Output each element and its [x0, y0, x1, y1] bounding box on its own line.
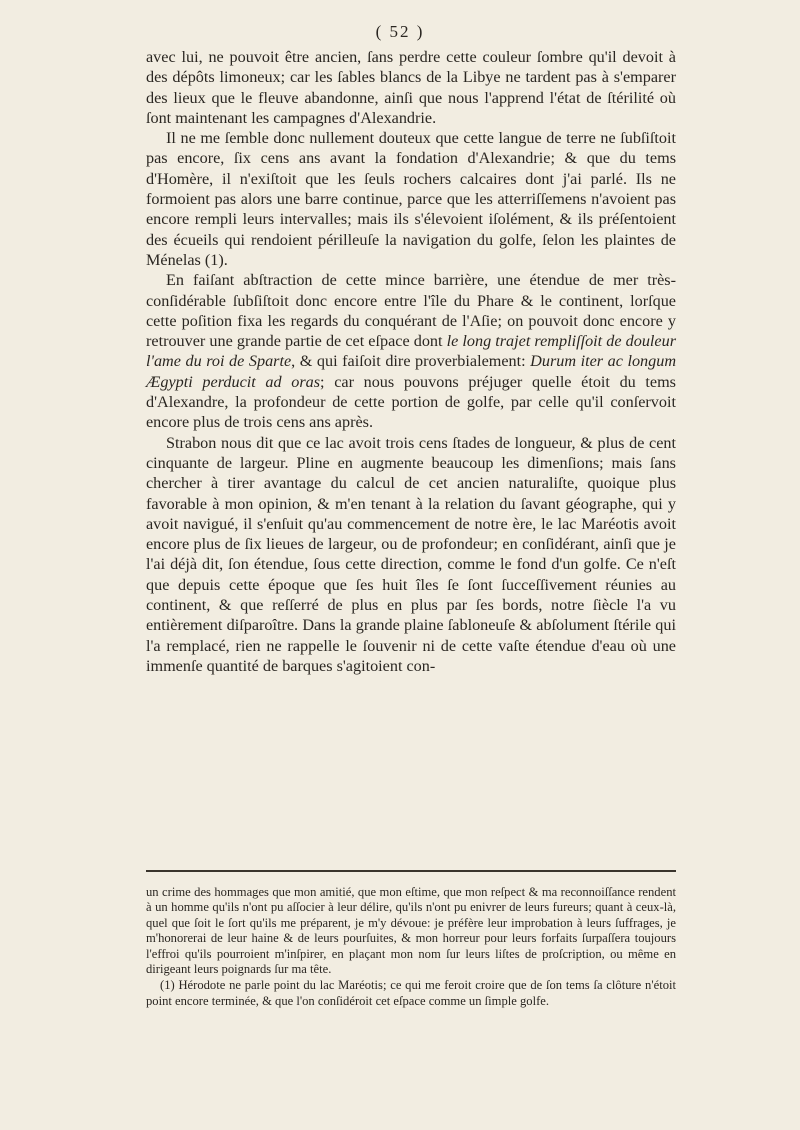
text-run: avec lui, ne pouvoit être ancien, ſans perdre cette couleur ſombre qu'il devoit à des dépôts limoneux; car les ſables blancs de la Libye ne tardent pas à s'emparer des lieux que le fleuve abandonne, ainſi que nous l'apprend l'état de ſtérilité où ſont maintenant les campagnes d'Alexandrie. — [146, 48, 676, 127]
footnote-rule — [146, 870, 676, 872]
paragraph — [146, 270, 676, 432]
footnote-1: (1) Hérodote ne parle point du lac Maréotis; ce qui me feroit croire que de ſon tems ſa clôture n'étoit point encore terminée, & que l'on conſidéroit cet eſpace comme un ſimple golfe. — [146, 978, 676, 1008]
page-number: ( 52 ) — [375, 22, 425, 41]
main-text — [146, 47, 676, 676]
text-run: ; car nous pouvons préjuger quelle étoit du tems d'Alexandre, la profondeur de cette portion de golfe, par celle qu'il conſervoit encore plus de trois cens ans après. — [146, 372, 676, 432]
paragraph — [146, 128, 676, 270]
italic-phrase: le long trajet rempliſſoit de douleur l'ame du roi de Sparte — [146, 332, 676, 371]
italic-phrase: Durum iter ac longum Ægypti perducit ad oras — [146, 352, 677, 391]
text-run: Strabon nous dit que ce lac avoit trois cens ſtades de longueur, & plus de cent cinquante de largeur. Pline en augmente beaucoup les dimenſions; mais ſans chercher à tirer avantage du calcul de cet ancien naturaliſte, quoique plus favorable à mon opinion, & m'en tenant à la relation du ſavant géographe, qui y avoit navigué, il s'enſuit qu'au commencement de notre ère, le lac Maréotis avoit encore plus de ſix lieues de largeur, ou de profondeur; en conſidérant, ainſi que je l'ai déjà dit, ſon étendue, ſous cette direction, comme le fond d'un golfe. Ce n'eſt que depuis cette époque que ſes huit îles ſe ſont ſucceſſivement réunies au continent, & que reſſerré de plus en plus par ſes bords, notre ſiècle l'a vu entièrement diſparoître. Dans la grande plaine ſabloneuſe & abſolument ſtérile qui l'a remplacé, rien ne rappelle le ſouvenir ni de cette vaſte étendue d'eau où une immenſe quantité de barques s'agitoient con- — [146, 433, 676, 675]
text-run: , & qui faiſoit dire proverbialement: — [291, 352, 531, 371]
footnote-continuation: un crime des hommages que mon amitié, que mon eſtime, que mon reſpect & ma reconnoiſſance rendent à un homme qu'ils n'ont pu aſſocier à leur délire, qu'ils n'ont pu enivrer de leurs fureurs; quant à ceux-là, quel que ſoit le ſort qu'ils me préparent, je m'y dévoue: je préfère leur improbation à leurs ſuffrages, je m'honorerai de leur haine & de leurs pourſuites, & mon horreur pour leurs forfaits ſurpaſſera toujours l'effroi qu'ils pourroient m'inſpirer, en plaçant mon nom ſur leurs liſtes de proſcription, ou même en dirigeant leurs poignards ſur ma tête. — [146, 885, 676, 977]
text-run: En faiſant abſtraction de cette mince barrière, une étendue de mer très-conſidérable ſubſiſtoit donc encore entre l'île du Phare & le continent, lorſque cette poſition fixa les regards du conquérant de l'Aſie; on pouvoit donc encore y retrouver une grande partie de cet eſpace dont — [146, 271, 676, 351]
paragraph — [146, 47, 676, 128]
footnotes — [146, 885, 676, 1009]
text-run: Il ne me ſemble donc nullement douteux que cette langue de terre ne ſubſiſtoit pas encore, ſix cens ans avant la fondation d'Alexandrie; & que du tems d'Homère, il n'exiſtoit que les ſeuls rochers calcaires dont j'ai parlé. Ils ne formoient pas alors une barre continue, parce que les atterriſſemens n'avoient pas encore rempli leurs intervalles; mais ils s'élevoient iſolément, & ils préſentoient des écueils qui rendoient périlleuſe la navigation du golfe, ſelon les plaintes de Ménelas (1). — [146, 129, 676, 269]
paragraph — [146, 433, 676, 677]
